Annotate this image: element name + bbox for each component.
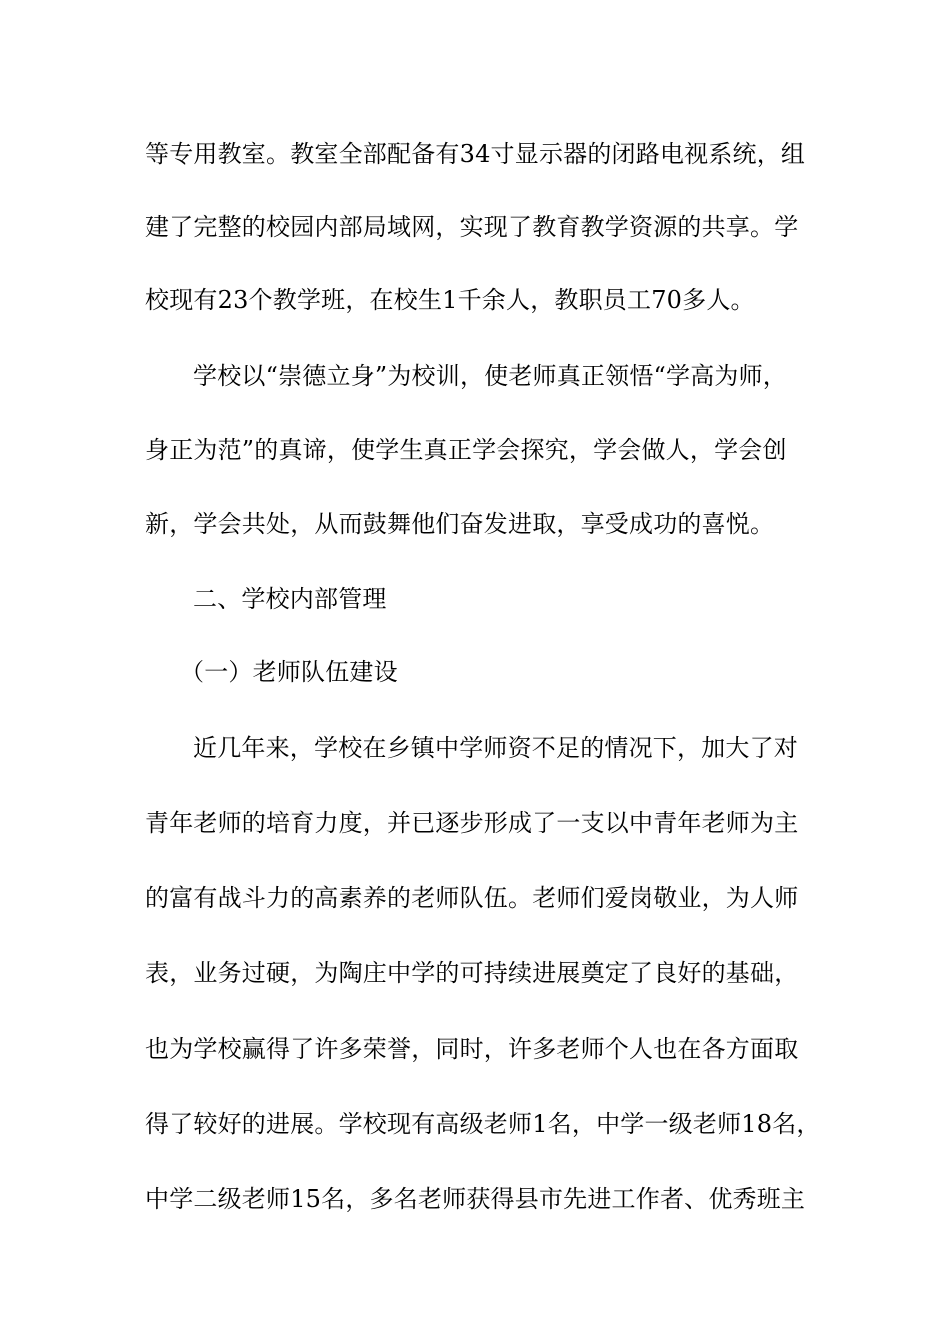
text-line-14: 得了较好的进展。学校现有高级老师1名，中学一级老师18名，: [145, 1110, 821, 1138]
text-line-1: 等专用教室。教室全部配备有34寸显示器的闭路电视系统，组: [145, 140, 806, 168]
subsection-heading: （一）老师队伍建设: [180, 658, 398, 686]
text-line-6: 新，学会共处，从而鼓舞他们奋发进取，享受成功的喜悦。: [145, 510, 775, 538]
text-line-10: 青年老师的培育力度，并已逐步形成了一支以中青年老师为主: [145, 809, 799, 837]
text-line-5: 身正为范”的真谛，使学生真正学会探究，学会做人，学会创: [145, 436, 787, 464]
text-line-11: 的富有战斗力的高素养的老师队伍。老师们爱岗敬业，为人师: [145, 884, 799, 912]
section-heading: 二、学校内部管理: [193, 585, 387, 613]
text-line-4: 学校以“崇德立身”为校训，使老师真正领悟“学高为师，: [193, 362, 788, 390]
text-line-3: 校现有23个教学班，在校生1千余人，教职员工70多人。: [145, 286, 755, 314]
text-line-15: 中学二级老师15名，多名老师获得县市先进工作者、优秀班主: [145, 1185, 806, 1213]
text-line-2: 建了完整的校园内部局域网，实现了教育教学资源的共享。学: [145, 213, 799, 241]
text-line-13: 也为学校赢得了许多荣誉，同时，许多老师个人也在各方面取: [145, 1035, 799, 1063]
text-line-9: 近几年来，学校在乡镇中学师资不足的情况下，加大了对: [193, 734, 798, 762]
text-line-12: 表，业务过硬，为陶庄中学的可持续进展奠定了良好的基础，: [145, 959, 799, 987]
